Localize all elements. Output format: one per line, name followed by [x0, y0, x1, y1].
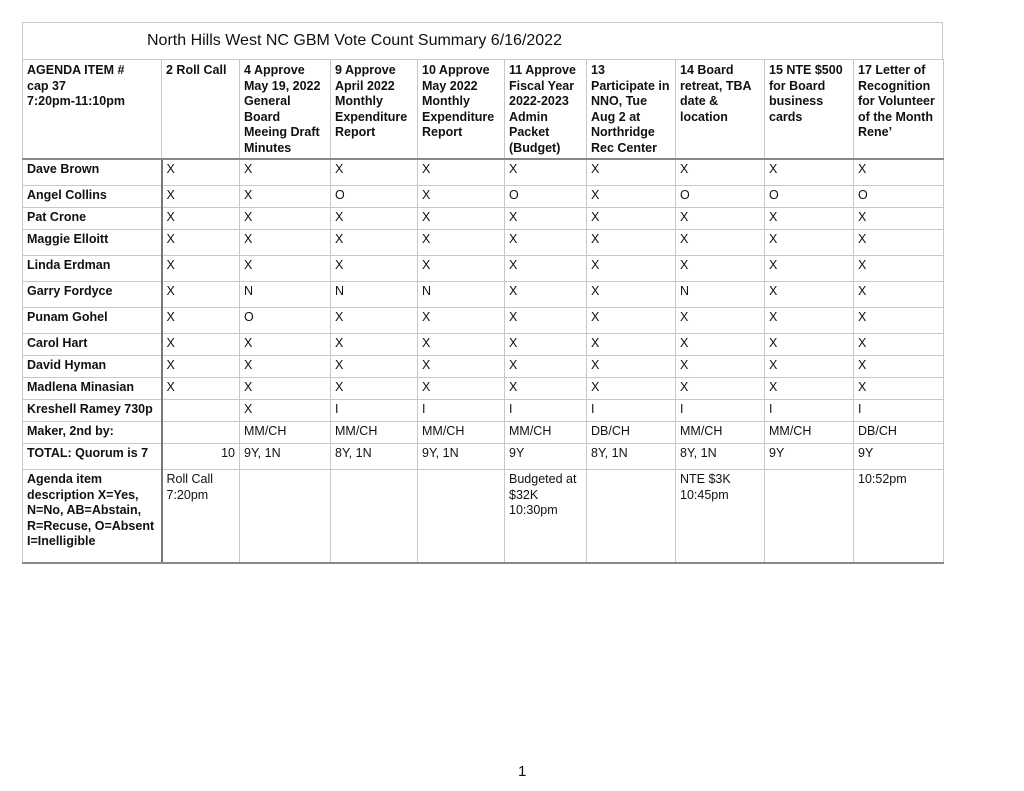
vote-cell: X — [587, 208, 676, 230]
vote-cell: X — [854, 159, 944, 186]
total-cell: 8Y, 1N — [331, 444, 418, 470]
vote-cell: X — [587, 230, 676, 256]
page-number: 1 — [518, 763, 527, 780]
vote-cell: X — [765, 230, 854, 256]
vote-cell: X — [505, 159, 587, 186]
vote-cell: X — [505, 256, 587, 282]
maker-cell: MM/CH — [505, 422, 587, 444]
vote-cell: O — [505, 186, 587, 208]
description-cell: 10:52pm — [854, 470, 944, 564]
vote-cell: N — [676, 282, 765, 308]
vote-cell: X — [331, 356, 418, 378]
column-header: 14 Board retreat, TBA date & location — [676, 60, 765, 160]
member-name: Dave Brown — [23, 159, 162, 186]
vote-cell: X — [854, 230, 944, 256]
vote-cell: X — [418, 159, 505, 186]
vote-cell: X — [765, 308, 854, 334]
vote-cell: X — [331, 230, 418, 256]
vote-cell: X — [765, 356, 854, 378]
member-name: Garry Fordyce — [23, 282, 162, 308]
vote-cell: X — [240, 378, 331, 400]
vote-cell: X — [418, 356, 505, 378]
table-row — [23, 230, 944, 256]
total-cell: 9Y — [505, 444, 587, 470]
vote-cell — [162, 400, 240, 422]
vote-cell: X — [587, 186, 676, 208]
vote-cell: I — [765, 400, 854, 422]
total-cell: 9Y, 1N — [240, 444, 331, 470]
vote-cell: I — [505, 400, 587, 422]
vote-cell: X — [505, 208, 587, 230]
maker-cell: MM/CH — [240, 422, 331, 444]
total-cell: 9Y — [854, 444, 944, 470]
maker-label: Maker, 2nd by: — [23, 422, 162, 444]
vote-cell: X — [587, 356, 676, 378]
vote-cell: O — [854, 186, 944, 208]
table-row — [23, 378, 944, 400]
member-name: Angel Collins — [23, 186, 162, 208]
member-name: Madlena Minasian — [23, 378, 162, 400]
maker-cell — [162, 422, 240, 444]
total-cell: 9Y — [765, 444, 854, 470]
vote-cell: X — [765, 159, 854, 186]
vote-cell: O — [676, 186, 765, 208]
table-row — [23, 334, 944, 356]
vote-cell: O — [765, 186, 854, 208]
table-row — [23, 356, 944, 378]
description-cell — [587, 470, 676, 564]
vote-cell: X — [854, 378, 944, 400]
vote-cell: X — [765, 282, 854, 308]
vote-cell: X — [505, 356, 587, 378]
vote-cell: X — [162, 282, 240, 308]
vote-cell: X — [162, 378, 240, 400]
member-name: Maggie Elloitt — [23, 230, 162, 256]
vote-cell: X — [587, 334, 676, 356]
member-name: Punam Gohel — [23, 308, 162, 334]
column-header: 4 Approve May 19, 2022 General Board Meeing Draft Minutes — [240, 60, 331, 160]
vote-cell: I — [676, 400, 765, 422]
vote-cell: X — [162, 159, 240, 186]
vote-cell: X — [240, 208, 331, 230]
vote-cell: X — [240, 256, 331, 282]
vote-cell: X — [765, 208, 854, 230]
total-label: TOTAL: Quorum is 7 — [23, 444, 162, 470]
maker-row — [23, 422, 944, 444]
maker-cell: MM/CH — [331, 422, 418, 444]
vote-cell: X — [676, 356, 765, 378]
vote-cell: I — [331, 400, 418, 422]
vote-cell: X — [854, 308, 944, 334]
vote-cell: X — [854, 208, 944, 230]
total-cell: 8Y, 1N — [676, 444, 765, 470]
column-header: 15 NTE $500 for Board business cards — [765, 60, 854, 160]
vote-cell: X — [240, 230, 331, 256]
vote-cell: X — [418, 186, 505, 208]
vote-cell: X — [162, 230, 240, 256]
vote-rows — [23, 159, 944, 422]
vote-cell: X — [854, 334, 944, 356]
vote-cell: I — [854, 400, 944, 422]
header-row — [23, 60, 944, 160]
vote-cell: I — [587, 400, 676, 422]
vote-cell: X — [162, 308, 240, 334]
member-name: Kreshell Ramey 730p — [23, 400, 162, 422]
vote-cell: X — [240, 334, 331, 356]
total-cell: 9Y, 1N — [418, 444, 505, 470]
vote-cell: X — [331, 334, 418, 356]
vote-cell: N — [418, 282, 505, 308]
member-name: Linda Erdman — [23, 256, 162, 282]
vote-cell: X — [331, 256, 418, 282]
maker-cell: DB/CH — [854, 422, 944, 444]
vote-cell: X — [676, 308, 765, 334]
table-row — [23, 256, 944, 282]
vote-cell: X — [240, 159, 331, 186]
maker-cell: DB/CH — [587, 422, 676, 444]
vote-cell: X — [676, 208, 765, 230]
table-row — [23, 159, 944, 186]
total-cell: 10 — [162, 444, 240, 470]
description-cell: Roll Call 7:20pm — [162, 470, 240, 564]
vote-cell: X — [505, 378, 587, 400]
vote-cell: O — [240, 308, 331, 334]
vote-cell: X — [162, 256, 240, 282]
vote-cell: X — [162, 208, 240, 230]
vote-cell: X — [676, 230, 765, 256]
vote-cell: N — [240, 282, 331, 308]
vote-cell: X — [418, 208, 505, 230]
vote-cell: X — [331, 208, 418, 230]
vote-cell: X — [418, 334, 505, 356]
table-row — [23, 282, 944, 308]
vote-cell: X — [418, 308, 505, 334]
vote-cell: X — [587, 159, 676, 186]
description-cell — [331, 470, 418, 564]
total-row — [23, 444, 944, 470]
vote-cell: X — [676, 378, 765, 400]
table-row — [23, 400, 944, 422]
column-header: 10 Approve May 2022 Monthly Expenditure Report — [418, 60, 505, 160]
vote-cell: X — [240, 400, 331, 422]
vote-cell: X — [676, 334, 765, 356]
vote-cell: X — [505, 282, 587, 308]
vote-cell: I — [418, 400, 505, 422]
page-title: North Hills West NC GBM Vote Count Summary 6/16/2022 — [147, 32, 562, 49]
description-label: Agenda item description X=Yes, N=No, AB=Abstain, R=Recuse, O=Absent I=Inelligible — [23, 470, 162, 564]
vote-cell: X — [418, 256, 505, 282]
vote-cell: X — [765, 256, 854, 282]
vote-cell: X — [240, 356, 331, 378]
description-row — [23, 470, 944, 564]
member-name: Pat Crone — [23, 208, 162, 230]
vote-cell: X — [587, 378, 676, 400]
vote-summary-sheet — [22, 22, 943, 564]
table-row — [23, 186, 944, 208]
agenda-item-header: AGENDA ITEM # cap 37 7:20pm-11:10pm — [23, 60, 162, 160]
column-header: 2 Roll Call — [162, 60, 240, 160]
vote-cell: X — [505, 230, 587, 256]
vote-cell: O — [331, 186, 418, 208]
vote-cell: X — [331, 308, 418, 334]
vote-cell: X — [331, 159, 418, 186]
table-row — [23, 208, 944, 230]
vote-cell: X — [765, 378, 854, 400]
maker-cell: MM/CH — [418, 422, 505, 444]
description-cell — [240, 470, 331, 564]
vote-cell: X — [162, 334, 240, 356]
member-name: Carol Hart — [23, 334, 162, 356]
vote-cell: X — [765, 334, 854, 356]
column-header: 13 Participate in NNO, Tue Aug 2 at Northridge Rec Center — [587, 60, 676, 160]
vote-cell: X — [505, 308, 587, 334]
vote-cell: X — [676, 256, 765, 282]
maker-cell: MM/CH — [676, 422, 765, 444]
column-header: 11 Approve Fiscal Year 2022-2023 Admin Packet (Budget) — [505, 60, 587, 160]
vote-cell: X — [162, 186, 240, 208]
vote-cell: X — [587, 282, 676, 308]
vote-cell: X — [854, 282, 944, 308]
vote-cell: N — [331, 282, 418, 308]
description-cell: Budgeted at $32K 10:30pm — [505, 470, 587, 564]
vote-cell: X — [418, 378, 505, 400]
vote-cell: X — [587, 256, 676, 282]
maker-cell: MM/CH — [765, 422, 854, 444]
member-name: David Hyman — [23, 356, 162, 378]
description-cell — [418, 470, 505, 564]
vote-cell: X — [505, 334, 587, 356]
vote-cell: X — [240, 186, 331, 208]
description-cell: NTE $3K 10:45pm — [676, 470, 765, 564]
column-header: 9 Approve April 2022 Monthly Expenditure Report — [331, 60, 418, 160]
title-row — [22, 22, 943, 59]
vote-cell: X — [162, 356, 240, 378]
total-cell: 8Y, 1N — [587, 444, 676, 470]
vote-cell: X — [418, 230, 505, 256]
vote-cell: X — [854, 256, 944, 282]
vote-table — [22, 59, 944, 564]
column-header: 17 Letter of Recognition for Volunteer of the Month Rene’ — [854, 60, 944, 160]
vote-cell: X — [331, 378, 418, 400]
vote-cell: X — [676, 159, 765, 186]
table-row — [23, 308, 944, 334]
description-cell — [765, 470, 854, 564]
vote-cell: X — [854, 356, 944, 378]
vote-cell: X — [587, 308, 676, 334]
